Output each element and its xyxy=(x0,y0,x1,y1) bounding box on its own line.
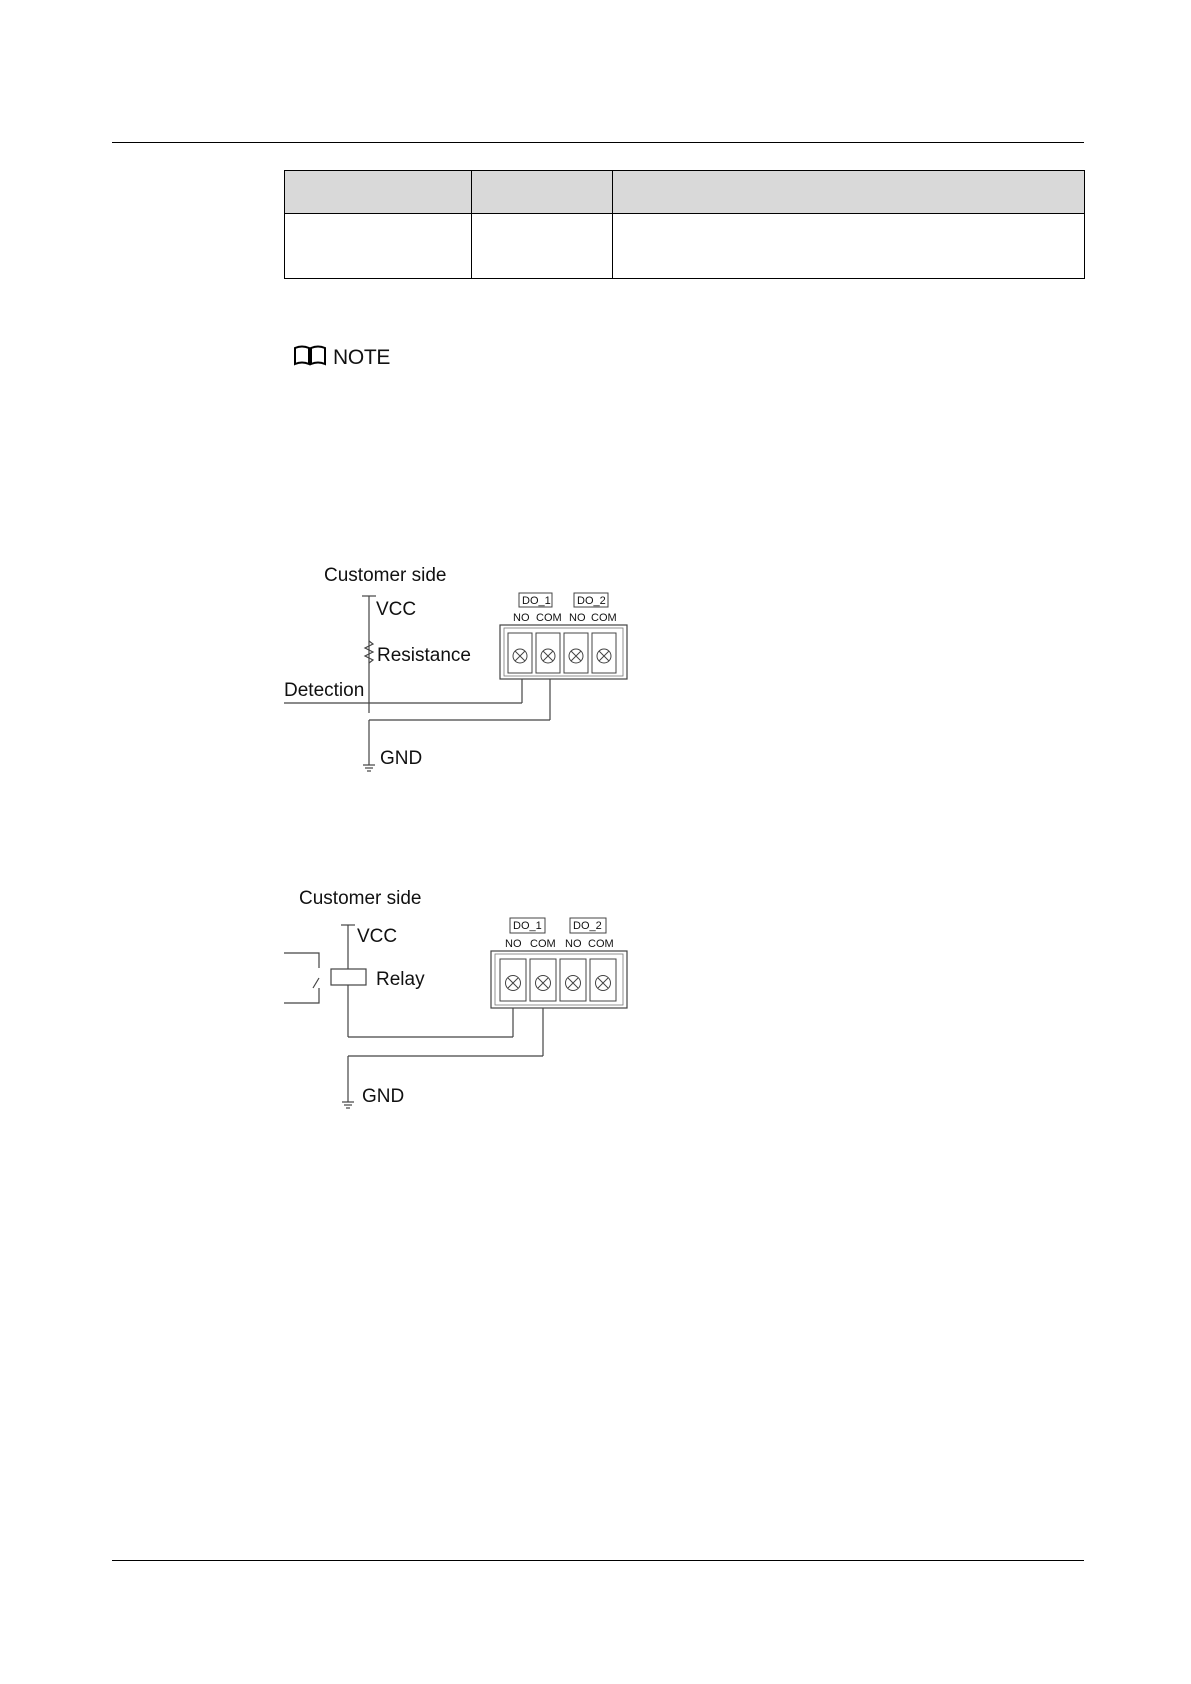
pin-label-com: COM xyxy=(591,612,617,624)
vcc-label: VCC xyxy=(357,926,398,947)
table-cell xyxy=(285,214,472,279)
table-header-cell xyxy=(613,171,1085,214)
pin-label-com: COM xyxy=(530,938,556,950)
pin-label-no: NO xyxy=(569,612,586,624)
pin-label-com: COM xyxy=(588,938,614,950)
do2-label: DO_2 xyxy=(577,595,606,607)
do1-label: DO_1 xyxy=(522,595,551,607)
relay-coil-symbol xyxy=(331,969,366,985)
resistance-label: Resistance xyxy=(377,645,471,666)
relay-contact-symbol xyxy=(284,953,319,1003)
gnd-label: GND xyxy=(380,748,423,769)
pin-label-no: NO xyxy=(505,938,522,950)
relay-label: Relay xyxy=(376,969,425,990)
gnd-label: GND xyxy=(362,1086,405,1107)
pin-label-no: NO xyxy=(513,612,530,624)
relay-wiring-diagram xyxy=(0,878,1191,1118)
footer-rule xyxy=(112,1560,1084,1561)
pin-label-no: NO xyxy=(565,938,582,950)
detection-label: Detection xyxy=(284,680,365,701)
do2-label: DO_2 xyxy=(573,920,602,932)
terminal-block xyxy=(500,593,627,679)
resistance-wiring-diagram xyxy=(0,555,1191,785)
table-header-cell xyxy=(285,171,472,214)
terminal-block xyxy=(491,918,627,1008)
pin-label-com: COM xyxy=(536,612,562,624)
table-cell xyxy=(472,214,613,279)
customer-side-label: Customer side xyxy=(324,565,447,586)
do1-label: DO_1 xyxy=(513,920,542,932)
ground-icon xyxy=(342,1102,354,1108)
header-rule xyxy=(112,142,1084,143)
spec-table xyxy=(284,170,1085,279)
table-cell xyxy=(613,214,1085,279)
ground-icon xyxy=(363,765,375,771)
book-icon xyxy=(293,344,327,371)
table-header-row xyxy=(285,171,1085,214)
customer-side-label: Customer side xyxy=(299,888,422,909)
table-header-cell xyxy=(472,171,613,214)
table-row xyxy=(285,214,1085,279)
note-heading xyxy=(293,344,390,371)
note-label: NOTE xyxy=(333,345,391,369)
vcc-label: VCC xyxy=(376,599,417,620)
